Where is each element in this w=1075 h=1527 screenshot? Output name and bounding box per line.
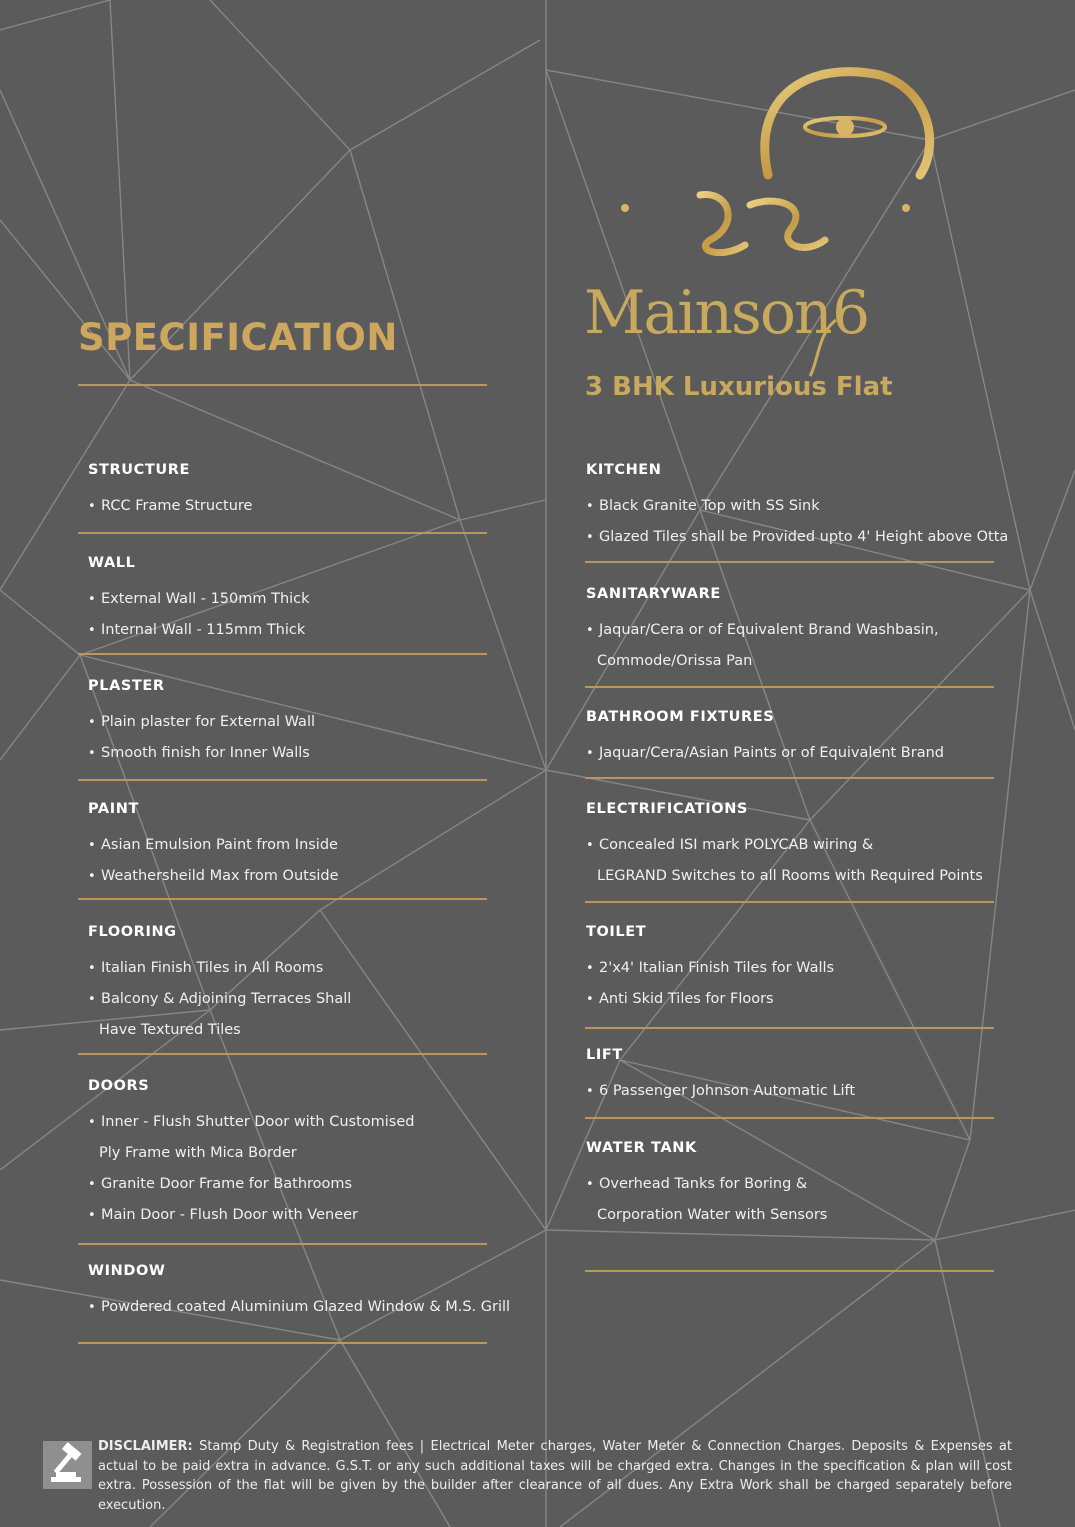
section-title: KITCHEN [586, 462, 662, 478]
spec-item: • Main Door - Flush Door with Veneer [88, 1200, 414, 1231]
spec-section-kitchen [586, 461, 1008, 553]
section-divider [78, 1342, 487, 1344]
section-title: WALL [88, 555, 136, 571]
spec-item: • Granite Door Frame for Bathrooms [88, 1169, 414, 1200]
spec-item: • Weathersheild Max from Outside [88, 861, 339, 892]
spec-section-electrifications [586, 800, 983, 892]
spec-item-continued: Ply Frame with Mica Border [99, 1145, 297, 1161]
section-title: WATER TANK [586, 1140, 697, 1156]
spec-section-structure [88, 461, 252, 522]
brand-number: 6 [832, 278, 871, 348]
section-divider [78, 898, 487, 900]
section-title: DOORS [88, 1078, 150, 1094]
spec-item-continued: Corporation Water with Sensors [597, 1207, 828, 1223]
page-title: SPECIFICATION [78, 316, 398, 359]
spec-section-flooring [88, 923, 351, 1046]
section-divider [585, 1117, 994, 1119]
spec-item-continued: Have Textured Tiles [99, 1022, 241, 1038]
spec-section-water-tank [586, 1139, 827, 1231]
section-title: PLASTER [88, 678, 165, 694]
spec-section-bathroom-fixtures [586, 708, 944, 769]
spec-section-sanitaryware [586, 585, 939, 677]
spec-item: • 2'x4' Italian Finish Tiles for Walls [586, 953, 834, 984]
spec-item: • Anti Skid Tiles for Floors [586, 984, 834, 1015]
section-divider [78, 1053, 487, 1055]
section-title: STRUCTURE [88, 462, 191, 478]
section-divider [585, 1027, 994, 1029]
brand-name: Mainson [584, 278, 831, 348]
spec-item: • Internal Wall - 115mm Thick [88, 615, 310, 646]
disclaimer-body: Stamp Duty & Registration fees | Electrical Meter charges, Water Meter & Connection Charges. Deposits & Expenses at actual to be paid extra in advance. G.S.T. or any such additional taxes will be charged extra. Changes in the specification & plan will cost extra. Possession of the flat will be given by the builder after clearance of all dues. Any Extra Work shall be charged separately before execution. [98, 1439, 1012, 1513]
section-title: SANITARYWARE [586, 586, 721, 602]
spec-item: • Jaquar/Cera/Asian Paints or of Equivalent Brand [586, 738, 944, 769]
section-divider [78, 779, 487, 781]
spec-section-lift [586, 1046, 855, 1107]
section-divider [585, 686, 994, 688]
section-title: WINDOW [88, 1263, 166, 1279]
spec-item: • Jaquar/Cera or of Equivalent Brand Washbasin, [586, 615, 939, 646]
spec-item: • Glazed Tiles shall be Provided upto 4' Height above Otta [586, 522, 1008, 553]
spec-item: • Concealed ISI mark POLYCAB wiring & [586, 830, 983, 861]
spec-item: • Overhead Tanks for Boring & [586, 1169, 827, 1200]
section-divider [585, 561, 994, 563]
spec-item: • Italian Finish Tiles in All Rooms [88, 953, 351, 984]
section-divider [78, 532, 487, 534]
spec-item-continued: LEGRAND Switches to all Rooms with Required Points [597, 868, 983, 884]
section-divider [78, 1243, 487, 1245]
gavel-icon [43, 1441, 92, 1489]
title-rule [78, 384, 487, 386]
section-title: BATHROOM FIXTURES [586, 709, 775, 725]
section-divider [585, 1270, 994, 1272]
section-title: ELECTRIFICATIONS [586, 801, 748, 817]
spec-item-continued: Commode/Orissa Pan [597, 653, 753, 669]
spec-item: • Powdered coated Aluminium Glazed Window & M.S. Grill [88, 1292, 510, 1323]
spec-item: • 6 Passenger Johnson Automatic Lift [586, 1076, 855, 1107]
spec-section-toilet [586, 923, 834, 1015]
spec-item: • Plain plaster for External Wall [88, 707, 315, 738]
spec-item: • Black Granite Top with SS Sink [586, 491, 1008, 522]
section-title: PAINT [88, 801, 139, 817]
section-divider [585, 777, 994, 779]
spec-item: • Smooth finish for Inner Walls [88, 738, 315, 769]
section-title: FLOORING [88, 924, 177, 940]
spec-section-wall [88, 554, 310, 646]
spec-section-doors [88, 1077, 414, 1231]
section-title: LIFT [586, 1047, 623, 1063]
spec-section-window [88, 1262, 510, 1323]
disclaimer-text [98, 1437, 1012, 1515]
section-divider [585, 901, 994, 903]
spec-item: • Asian Emulsion Paint from Inside [88, 830, 339, 861]
brand-tagline: 3 BHK Luxurious Flat [585, 372, 893, 402]
disclaimer-label: DISCLAIMER: [98, 1439, 193, 1454]
spec-item: • External Wall - 150mm Thick [88, 584, 310, 615]
spec-item: • Inner - Flush Shutter Door with Customised [88, 1107, 414, 1138]
section-divider [78, 653, 487, 655]
spec-section-plaster [88, 677, 315, 769]
logo-emblem [580, 55, 960, 405]
section-title: TOILET [586, 924, 647, 940]
spec-section-paint [88, 800, 339, 892]
spec-item: • Balcony & Adjoining Terraces Shall [88, 984, 351, 1015]
spec-item: • RCC Frame Structure [88, 491, 252, 522]
